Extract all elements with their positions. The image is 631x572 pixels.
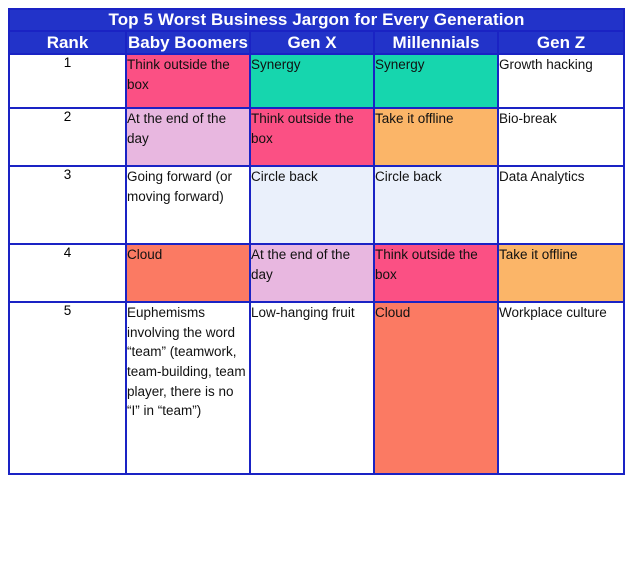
column-header-gen-x: Gen X — [250, 31, 374, 54]
cell-boomers: Think outside the box — [126, 54, 250, 108]
column-header-gen-z: Gen Z — [498, 31, 624, 54]
rank-value: 5 — [9, 302, 126, 474]
cell-genx: Circle back — [250, 166, 374, 244]
cell-genz: Bio-break — [498, 108, 624, 166]
page-title: Top 5 Worst Business Jargon for Every Generation — [9, 9, 624, 31]
table-row — [9, 108, 624, 166]
cell-genx: Low-hanging fruit — [250, 302, 374, 474]
header-row — [9, 31, 624, 54]
rank-value: 2 — [9, 108, 126, 166]
table-row — [9, 166, 624, 244]
cell-millennials: Think outside the box — [374, 244, 498, 302]
table-row — [9, 302, 624, 474]
cell-millennials: Cloud — [374, 302, 498, 474]
cell-millennials: Take it offline — [374, 108, 498, 166]
rank-value: 1 — [9, 54, 126, 108]
cell-boomers: Euphemisms involving the word “team” (teamwork, team-building, team player, there is no “I” in “team”) — [126, 302, 250, 474]
column-header-millennials: Millennials — [374, 31, 498, 54]
jargon-table — [8, 8, 625, 475]
cell-boomers: Going forward (or moving forward) — [126, 166, 250, 244]
cell-genz: Growth hacking — [498, 54, 624, 108]
title-row — [9, 9, 624, 31]
cell-millennials: Synergy — [374, 54, 498, 108]
cell-genz: Workplace culture — [498, 302, 624, 474]
cell-boomers: At the end of the day — [126, 108, 250, 166]
cell-genz: Data Analytics — [498, 166, 624, 244]
column-header-rank: Rank — [9, 31, 126, 54]
cell-genx: At the end of the day — [250, 244, 374, 302]
cell-millennials: Circle back — [374, 166, 498, 244]
table-row — [9, 244, 624, 302]
rank-value: 3 — [9, 166, 126, 244]
cell-genx: Synergy — [250, 54, 374, 108]
cell-genx: Think outside the box — [250, 108, 374, 166]
rank-value: 4 — [9, 244, 126, 302]
table-row — [9, 54, 624, 108]
column-header-baby-boomers: Baby Boomers — [126, 31, 250, 54]
cell-boomers: Cloud — [126, 244, 250, 302]
cell-genz: Take it offline — [498, 244, 624, 302]
